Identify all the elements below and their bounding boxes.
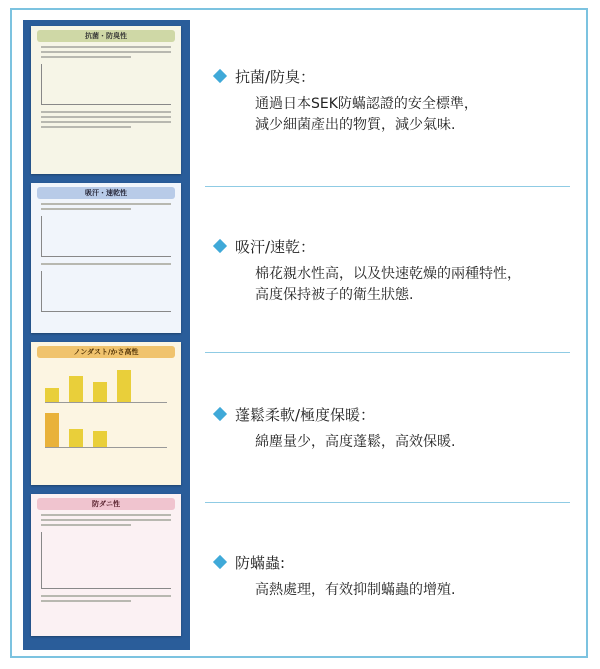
thumbnail-title: 防ダニ性 [37, 498, 175, 510]
feature-heading: 吸汗/速乾： [235, 237, 316, 256]
thumbnail-chart [41, 216, 171, 257]
feature-body: 通過日本SEK防蟎認證的安全標準， 減少細菌產出的物質，減少氣味. [255, 96, 478, 133]
thumbnail-antibacterial [31, 26, 181, 174]
diamond-bullet-icon [213, 239, 227, 253]
feature-body: 棉花親水性高，以及快速乾燥的兩種特性， 高度保持被子的衛生狀態. [255, 266, 521, 303]
diamond-bullet-icon [213, 407, 227, 421]
feature-body: 綿塵量少，高度蓬鬆，高效保暖. [255, 434, 456, 450]
thumbnail-bar-chart [45, 409, 167, 448]
thumbnail-chart [41, 532, 171, 589]
feature-body: 高熱處理，有效抑制蟎蟲的增殖. [255, 582, 456, 598]
section-divider [205, 352, 570, 353]
thumbnail-non-dust [31, 342, 181, 485]
diamond-bullet-icon [213, 555, 227, 569]
thumbnail-anti-mite [31, 494, 181, 636]
feature-heading: 防蟎蟲: [235, 553, 286, 572]
feature-loft-warmth [205, 404, 570, 453]
thumbnail-title: ノンダスト/かさ高性 [37, 346, 175, 358]
feature-anti-mite [205, 552, 570, 601]
thumbnail-chart [41, 271, 171, 312]
feature-sweat-absorbing [205, 236, 570, 306]
thumbnail-column [23, 20, 190, 650]
feature-heading: 抗菌/防臭： [235, 67, 316, 86]
feature-antibacterial [205, 66, 570, 136]
thumbnail-chart [41, 64, 171, 105]
thumbnail-title: 吸汗・速乾性 [37, 187, 175, 199]
thumbnail-title: 抗菌・防臭性 [37, 30, 175, 42]
section-divider [205, 502, 570, 503]
diamond-bullet-icon [213, 69, 227, 83]
section-divider [205, 186, 570, 187]
thumbnail-bar-chart [45, 364, 167, 403]
feature-heading: 蓬鬆柔軟/極度保暖： [235, 405, 376, 424]
thumbnail-sweat-absorbing [31, 183, 181, 333]
